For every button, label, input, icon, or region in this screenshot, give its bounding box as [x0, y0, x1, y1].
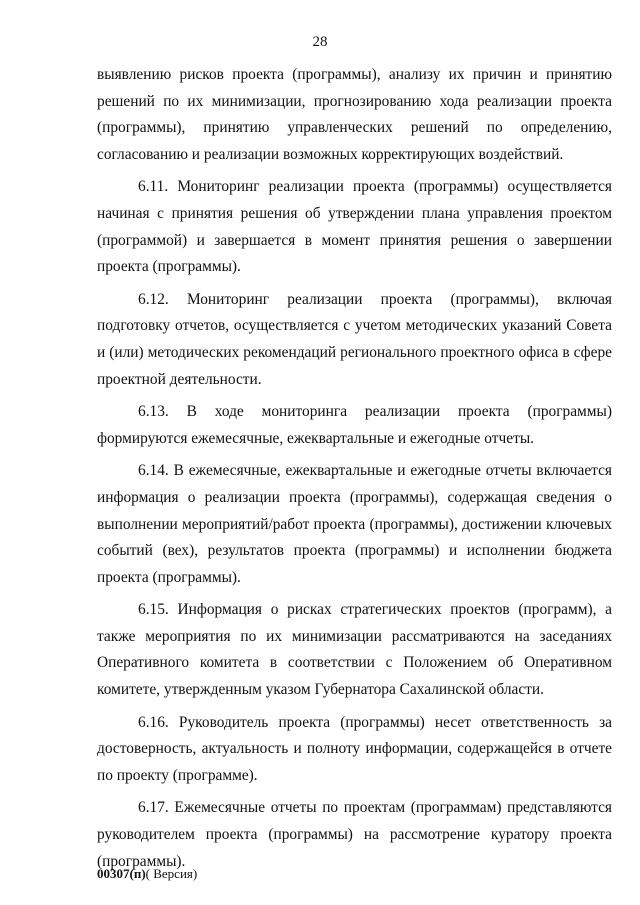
document-version: ( Версия): [145, 866, 198, 881]
paragraph-6-15: 6.15. Информация о рисках стратегических проектов (программ), а также мероприятия по их минимизации рассматриваются на заседаниях Оперативного комитета в соответствии с Положением об Оперативном комитете, утвержденным указом Губернатора Сахалинской области.: [97, 601, 612, 699]
paragraph-6-13: 6.13. В ходе мониторинга реализации проекта (программы) формируются ежемесячные, ежеквартальные и ежегодные отчеты.: [97, 403, 612, 447]
paragraph-6-14: 6.14. В ежемесячные, ежеквартальные и ежегодные отчеты включается информация о реализации проекта (программы), содержащая сведения о выполнении мероприятий/работ проекта (программы), достижении ключевых событий (вех), результатов проекта (программы) и исполнении бюджета проекта (программы).: [97, 462, 612, 586]
paragraph-6-16: 6.16. Руководитель проекта (программы) несет ответственность за достоверность, актуальность и полноту информации, содержащейся в отчете по проекту (программе).: [97, 713, 612, 784]
paragraph-continuation: выявлению рисков проекта (программы), анализу их причин и принятию решений по их минимизации, прогнозированию хода реализации проекта (программы), принятию управленческих решений по определению, согласованию и реализации возможных корректирующих воздействий.: [97, 66, 612, 163]
paragraph-6-12: 6.12. Мониторинг реализации проекта (программы), включая подготовку отчетов, осуществляется с учетом методических указаний Совета и (или) методических рекомендаций регионального проектного офиса в сфере проектной деятельности.: [97, 290, 612, 388]
document-footer: [97, 866, 197, 882]
document-code: 00307(п): [97, 866, 146, 881]
paragraph-6-11: 6.11. Мониторинг реализации проекта (программы) осуществляется начиная с принятия решения об утверждении плана управления проектом (программой) и завершается в момент принятия решения о завершении проекта (программы).: [97, 178, 612, 276]
paragraph-6-17: 6.17. Ежемесячные отчеты по проектам (программам) представляются руководителем проекта (программы) на рассмотрение куратору проекта (программы).: [97, 799, 612, 870]
document-body: [97, 62, 612, 881]
page-number: 28: [312, 34, 328, 50]
